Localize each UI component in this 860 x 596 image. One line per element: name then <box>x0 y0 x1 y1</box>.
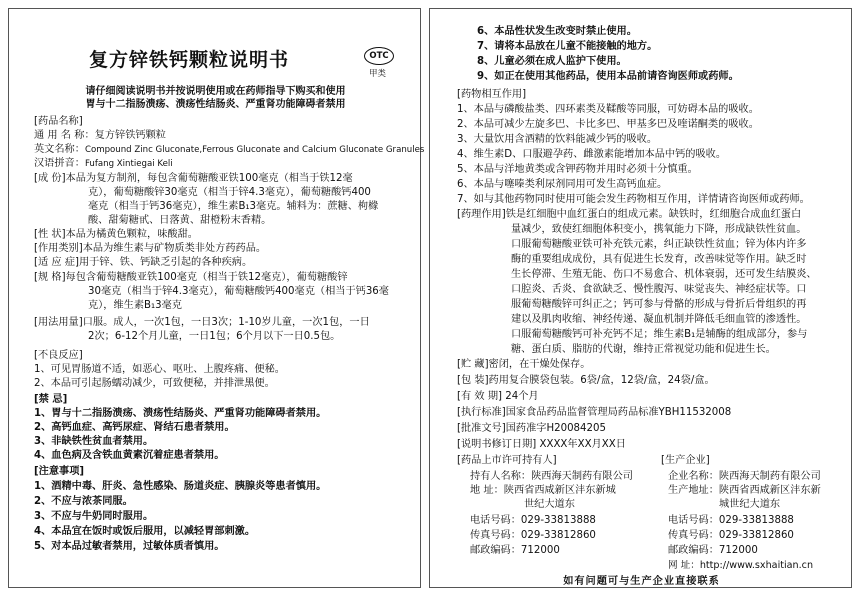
holder-info: 地 址：陕西省西咸新区沣东新城 <box>470 485 616 496</box>
pinyin-row <box>34 157 173 171</box>
section-license-holder: [药品上市许可持有人] <box>457 455 557 466</box>
character-line: [性 状]本品为橘黄色颗粒，味酸甜。 <box>34 229 198 240</box>
composition-line: 酸、甜菊糖甙、日落黄、甜橙粉末香精。 <box>88 215 272 226</box>
dosage-line: 2次；6-12个月儿童，一日1包；6个月以下一日0.5包。 <box>88 331 341 342</box>
leaflet-page-left <box>8 8 425 588</box>
otc-class-label: 甲类 <box>369 69 387 79</box>
package-line: [包 装]药用复合膜袋包装。6袋/盒，12袋/盒，24袋/盒。 <box>457 375 715 386</box>
pharmacology-line: 生长停滞、生殖无能、伤口不易愈合、机体衰弱，还可发生结膜炎、 <box>511 269 817 280</box>
otc-badge: OTC <box>364 47 394 65</box>
maker-info: 生产地址：陕西省西咸新区沣东新 <box>668 485 821 496</box>
contra-item: 1、胃与十二指肠溃疡、溃疡性结肠炎、严重肾功能障碍者禁用。 <box>34 408 327 419</box>
document-title: 复方锌铁钙颗粒说明书 <box>88 49 289 71</box>
leaflet-page-right <box>429 8 852 588</box>
english-name-row <box>34 143 424 157</box>
pharmacology-line: 口服葡萄糖酸亚铁可补充铁元素，纠正缺铁性贫血；锌为体内许多 <box>511 239 807 250</box>
maker-info: 城世纪大道东 <box>719 499 781 510</box>
standard-line: [执行标准]国家食品药品监督管理局药品标准YBH11532008 <box>457 407 732 418</box>
caution-item: 6、本品性状发生改变时禁止使用。 <box>477 26 637 37</box>
generic-name: 通 用 名 称：复方锌铁钙颗粒 <box>34 130 166 141</box>
spec-line: 克），维生素B₁3毫克 <box>88 300 182 311</box>
section-drug-name: [药品名称] <box>34 116 83 127</box>
caution-item: 4、本品宜在饭时或饭后服用，以减轻胃部刺激。 <box>34 526 256 537</box>
caution-item: 2、不应与浓茶同服。 <box>34 496 133 507</box>
interaction-item: 6、本品与噻嗪类利尿剂同用可发生高钙血症。 <box>457 179 668 190</box>
caution-item: 3、不应与牛奶同时服用。 <box>34 511 154 522</box>
spec-line: [规 格]每包含葡萄糖酸亚铁100毫克（相当于铁12毫克），葡萄糖酸锌 <box>34 272 348 283</box>
adverse-item: 2、本品可引起肠蠕动减少，可致便秘，并排泄黑便。 <box>34 378 275 389</box>
section-precautions: [注意事项] <box>34 466 85 477</box>
maker-website: 网 址：http://www.sxhaitian.cn <box>668 560 814 571</box>
caution-item: 7、请将本品放在儿童不能接触的地方。 <box>477 41 658 52</box>
holder-info: 传真号码：029-33812860 <box>470 530 596 541</box>
holder-info: 持有人名称：陕西海天制药有限公司 <box>470 471 633 482</box>
interaction-item: 7、如与其他药物同时使用可能会发生药物相互作用，详情请咨询医师或药师。 <box>457 194 810 205</box>
indication-line: [适 应 症]用于锌、铁、钙缺乏引起的各种疾病。 <box>34 257 253 268</box>
pharmacology-line: [药理作用]铁是红细胞中血红蛋白的组成元素。缺铁时，红细胞合成血红蛋白 <box>457 209 802 220</box>
category-line: [作用类别]本品为维生素与矿物质类非处方药药品。 <box>34 243 267 254</box>
composition-line: 毫克（相当于钙36毫克），维生素B₁3毫克。辅料为：蔗糖、枸橼 <box>88 201 379 212</box>
adverse-item: 1、可见胃肠道不适，如恶心、呕吐、上腹疼痛、便秘。 <box>34 364 285 375</box>
english-name-label: 英文名称： <box>34 144 85 155</box>
composition-line: [成 份]本品为复方制剂，每包含葡萄糖酸亚铁100毫克（相当于铁12毫 <box>34 173 353 184</box>
maker-info: 企业名称：陕西海天制药有限公司 <box>668 471 821 482</box>
caution-item: 8、儿童必须在成人监护下使用。 <box>477 56 627 67</box>
notice-line-2: 胃与十二指肠溃疡、溃疡性结肠炎、严重肾功能障碍者禁用 <box>85 99 346 110</box>
pinyin-label: 汉语拼音： <box>34 158 85 169</box>
storage-line: [贮 藏]密闭，在干燥处保存。 <box>457 359 591 370</box>
interaction-item: 3、大量饮用含酒精的饮料能减少钙的吸收。 <box>457 134 658 145</box>
footer-contact-note: 如有问题可与生产企业直接联系 <box>563 576 720 587</box>
contra-item: 4、血色病及含铁血黄素沉着症患者禁用。 <box>34 450 225 461</box>
validity-line: [有 效 期] 24个月 <box>457 391 539 402</box>
pharmacology-line: 服葡萄糖酸锌可纠正之；钙可参与骨骼的形成与骨折后骨组织的再 <box>511 299 807 310</box>
pharmacology-line: 口腔炎、舌炎、食欲缺乏、慢性腹泻、味觉丧失、神经症状等。口 <box>511 284 807 295</box>
spec-line: 30毫克（相当于锌4.3毫克），葡萄糖酸钙400毫克（相当于钙36毫 <box>88 286 389 297</box>
section-interactions: [药物相互作用] <box>457 89 527 100</box>
interaction-item: 5、本品与洋地黄类或含钾药物并用时必须十分慎重。 <box>457 164 698 175</box>
caution-item: 1、酒精中毒、肝炎、急性感染、肠道炎症、胰腺炎等患者慎用。 <box>34 481 327 492</box>
pharmacology-line: 建以及肌肉收缩、神经传递、凝血机制并降低毛细血管的渗透性。 <box>511 314 807 325</box>
interaction-item: 1、本品与磷酸盐类、四环素类及鞣酸等同服，可妨碍本品的吸收。 <box>457 104 759 115</box>
dosage-line: [用法用量]口服。成人，一次1包，一日3次；1-10岁儿童，一次1包，一日 <box>34 317 370 328</box>
caution-item: 5、对本品过敏者禁用，过敏体质者慎用。 <box>34 541 225 552</box>
contra-item: 2、高钙血症、高钙尿症、肾结石患者禁用。 <box>34 422 235 433</box>
maker-info: 邮政编码：712000 <box>668 545 758 556</box>
pharmacology-line: 口服葡萄糖酸钙可补充钙不足；维生素B₁是辅酶的组成部分，参与 <box>511 329 808 340</box>
approval-line: [批准文号]国药准字H20084205 <box>457 423 606 434</box>
interaction-item: 4、维生素D、口服避孕药、雌激素能增加本品中钙的吸收。 <box>457 149 727 160</box>
english-name: Compound Zinc Gluconate,Ferrous Gluconate and Calcium Gluconate Granules <box>84 145 425 155</box>
pharmacology-line: 量减少，致使红细胞体积变小，携氧能力下降，形成缺铁性贫血。 <box>511 224 807 235</box>
pharmacology-line: 酶的重要组成成份，具有促进生长发育，改善味觉等作用。缺乏时 <box>511 254 807 265</box>
section-adverse: [不良反应] <box>34 350 83 361</box>
pinyin-name: Fufang Xintiegai Keli <box>84 159 173 169</box>
interaction-item: 2、本品可减少左旋多巴、卡比多巴、甲基多巴及喹诺酮类的吸收。 <box>457 119 759 130</box>
pharmacology-line: 糖、蛋白质、脂肪的代谢，维持正常视觉功能和促进生长。 <box>511 344 776 355</box>
holder-info: 电话号码：029-33813888 <box>470 515 596 526</box>
composition-line: 克），葡萄糖酸锌30毫克（相当于锌4.3毫克），葡萄糖酸钙400 <box>88 187 371 198</box>
maker-info: 电话号码：029-33813888 <box>668 515 794 526</box>
holder-info: 世纪大道东 <box>524 499 575 510</box>
section-contraindications: [禁 忌] <box>34 394 68 405</box>
contra-item: 3、非缺铁性贫血者禁用。 <box>34 436 154 447</box>
caution-item: 9、如正在使用其他药品，使用本品前请咨询医师或药师。 <box>477 71 739 82</box>
notice-line-1: 请仔细阅读说明书并按说明使用或在药师指导下购买和使用 <box>85 86 346 97</box>
holder-info: 邮政编码：712000 <box>470 545 560 556</box>
revision-date-line: [说明书修订日期] XXXX年XX月XX日 <box>457 439 626 450</box>
maker-info: 传真号码：029-33812860 <box>668 530 794 541</box>
section-manufacturer: [生产企业] <box>661 455 710 466</box>
